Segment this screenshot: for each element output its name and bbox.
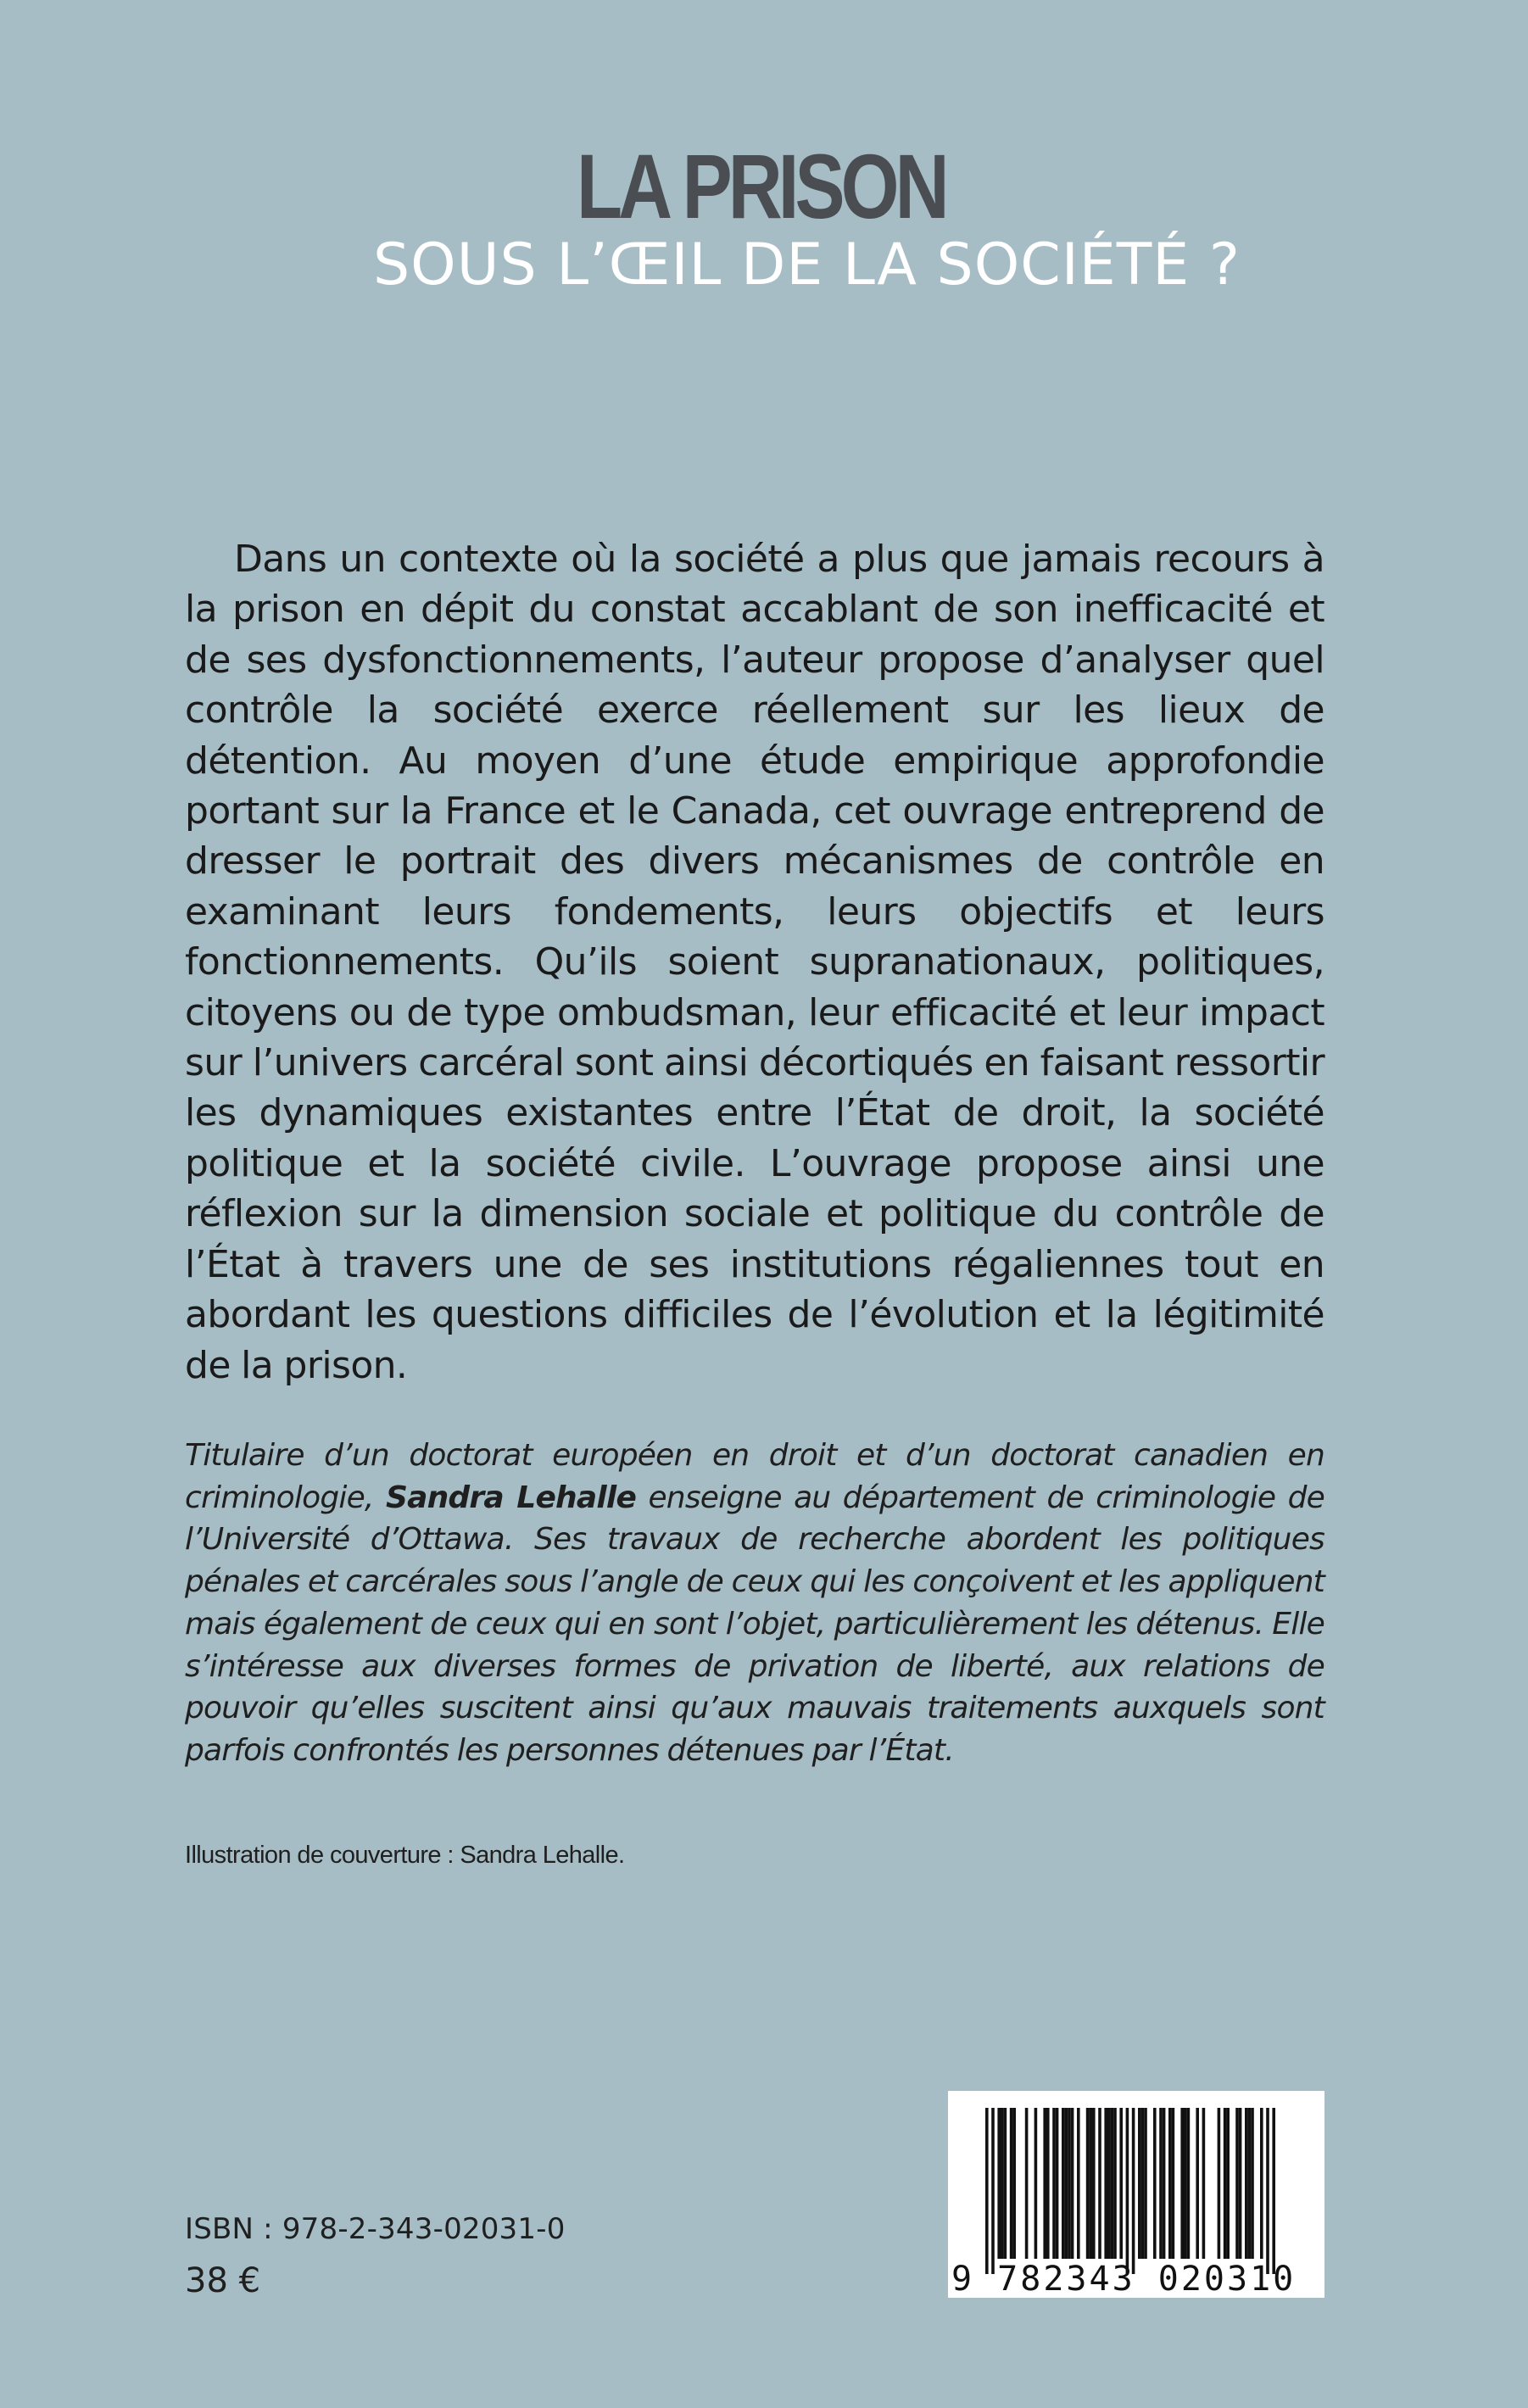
barcode-bar [1119, 2108, 1123, 2259]
barcode-bar [1248, 2108, 1252, 2259]
barcode-bar [1260, 2108, 1263, 2259]
barcode-bar [1004, 2108, 1007, 2259]
book-title: LA PRISON [577, 135, 945, 237]
barcode-bar [1012, 2108, 1016, 2259]
barcode-bar [1138, 2108, 1141, 2259]
barcode-bar [1098, 2108, 1101, 2259]
barcode-bar [1126, 2108, 1129, 2274]
barcode-bar [1168, 2108, 1172, 2259]
barcode-bar [1111, 2108, 1114, 2259]
barcode-bar [1034, 2108, 1038, 2259]
barcode-bar [1010, 2108, 1013, 2259]
barcode-bar [1068, 2108, 1071, 2259]
barcode-bar [1092, 2108, 1096, 2259]
barcode-bar [1065, 2108, 1068, 2259]
barcode-bar [1187, 2108, 1191, 2259]
barcode-digits: 9 782343 020310 [951, 2260, 1297, 2299]
price: 38 € [185, 2261, 261, 2300]
book-summary: Dans un contexte où la société a plus que jamais recours à la prison en dépit du constat accablant de son inefficacité et de ses dysfonctionnements, l’auteur propose d’analyser quel contrôle la société exerce réellement sur les lieux de détention. Au moyen d’une étude empirique approfondie portant sur la France et le Canada, cet ouvrage entreprend de dresser le portrait des divers mécanismes de contrôle en examinant leurs fondements, leurs objectifs et leurs fonctionnements. Qu’ils soient supranationaux, politiques, citoyens ou de type ombudsman, leur efficacité et leur impact sur l’univers carcéral sont ainsi décortiqués en faisant ressortir les dynamiques existantes entre l’État de droit, la société politique et la société civile. L’ouvrage propose ainsi une réflexion sur la dimension sociale et politique du contrôle de l’État à travers une de ses institutions régaliennes tout en abordant les questions difficiles de l’évolution et la légitimité de la prison. [185, 538, 1324, 1387]
author-bio [185, 1435, 1324, 1772]
barcode-bar [1251, 2108, 1254, 2259]
barcode-bar [1153, 2108, 1157, 2259]
author-name: Sandra Lehalle [385, 1480, 637, 1515]
barcode-bar [1239, 2108, 1242, 2259]
barcode-bar [1266, 2108, 1269, 2274]
barcode-bar [1163, 2108, 1166, 2259]
barcode-bar [1086, 2108, 1090, 2259]
cover-illustration-credit: Illustration de couverture : Sandra Lehalle. [185, 1842, 625, 1869]
barcode-bar [1046, 2108, 1050, 2259]
barcode-bar [1132, 2108, 1135, 2274]
barcode-bar [1224, 2108, 1227, 2259]
barcode-bar [1071, 2108, 1074, 2259]
barcode-bar [1196, 2108, 1199, 2259]
barcode-bar [1144, 2108, 1147, 2259]
barcode-bar [1272, 2108, 1275, 2274]
barcode-bar [1056, 2108, 1059, 2259]
barcode-bar [1141, 2108, 1145, 2259]
barcode-bar [1062, 2108, 1065, 2259]
barcode-bar [985, 2108, 989, 2274]
barcode-bar [1180, 2108, 1184, 2259]
isbn: ISBN : 978-2-343-02031-0 [185, 2212, 566, 2246]
author-bio-intro: Titulaire d’un doctorat européen en droit et d’un doctorat canadien en criminologie, [185, 1438, 1324, 1515]
barcode-bar [1001, 2108, 1004, 2259]
barcode-bar [1113, 2108, 1117, 2259]
barcode-bar [1184, 2108, 1187, 2259]
barcode-bar [1043, 2108, 1046, 2259]
barcode-bar [997, 2108, 1001, 2259]
barcode-bar [1077, 2108, 1080, 2259]
barcode-bar [1052, 2108, 1056, 2259]
barcode-bar [1159, 2108, 1163, 2259]
barcode-bar [1245, 2108, 1248, 2259]
barcode-bar [1218, 2108, 1221, 2259]
barcode-bar [991, 2108, 995, 2274]
barcode-bar [1235, 2108, 1239, 2259]
book-subtitle: SOUS L’ŒIL DE LA SOCIÉTÉ ? [373, 231, 1241, 298]
author-bio-details: enseigne au département de criminologie de l’Université d’Ottawa. Ses travaux de recherche abordent les politiques pénales et carcérales sous l’angle de ceux qui les conçoivent et les appliquent mais également de ceux qui en sont l’objet, particulièrement les détenus. Elle s’intéresse aux diverses formes de privation de liberté, aux relations de pouvoir qu’elles suscitent ainsi qu’aux mauvais traitements auxquels sont parfois confrontés les personnes détenues par l’État. [185, 1480, 1324, 1768]
barcode-bar [1202, 2108, 1206, 2259]
barcode-bar [1104, 2108, 1107, 2259]
barcode-bar [1172, 2108, 1175, 2259]
barcode-bar [1025, 2108, 1029, 2259]
barcode-bar [1226, 2108, 1230, 2259]
barcode-bar [1089, 2108, 1092, 2259]
barcode-bar [1107, 2108, 1111, 2259]
barcode [948, 2091, 1324, 2298]
